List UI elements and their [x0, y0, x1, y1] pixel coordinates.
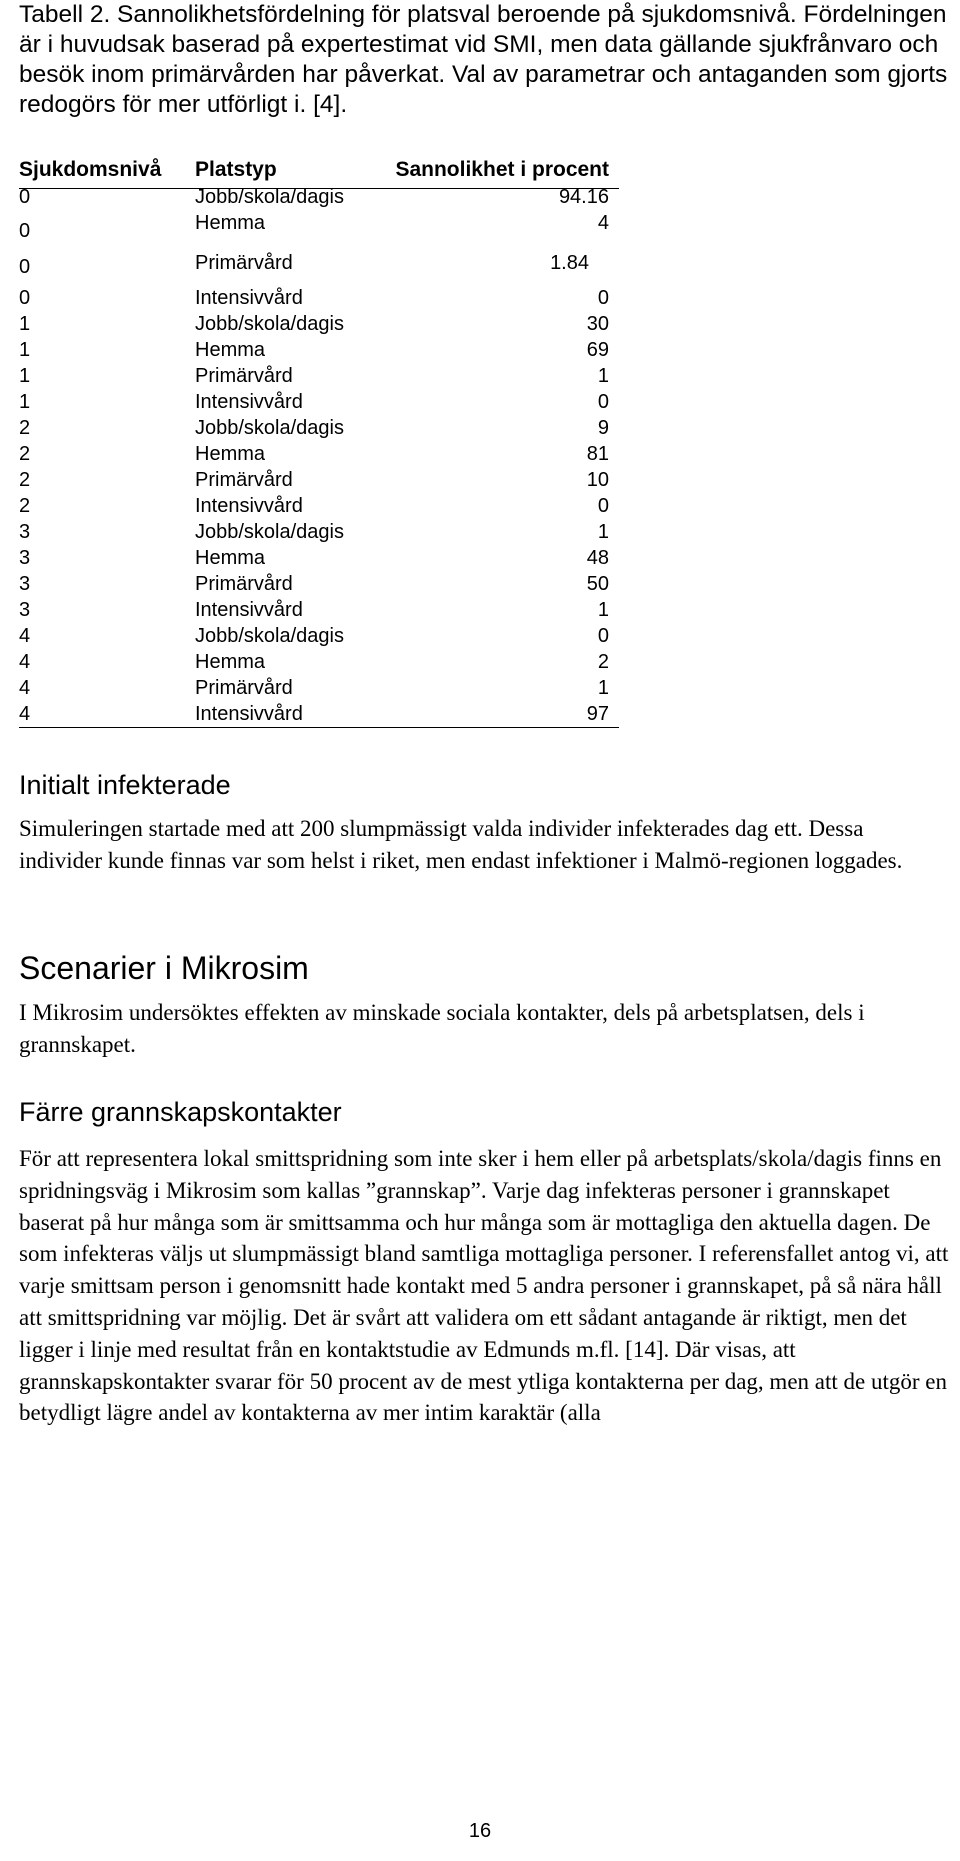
table-row: [19, 252, 619, 282]
cell-probability: 0: [597, 391, 609, 413]
cell-level: 0: [19, 256, 31, 278]
cell-probability: 1: [597, 365, 609, 387]
cell-place: Hemma: [195, 443, 266, 465]
cell-place: Jobb/skola/dagis: [195, 417, 344, 439]
cell-probability: 97: [586, 703, 609, 725]
cell-level: 2: [19, 469, 31, 491]
table-caption: Tabell 2. Sannolikhetsfördelning för platsval beroende på sjukdomsnivå. Fördelningen är i huvudsak baserad på expertestimat vid SMI, men data gällande sjukfrånvaro och besök inom primärvården har påverkat. Val av parametrar och antaganden som gjorts redogörs för mer utförligt i. [4].: [19, 1, 948, 118]
cell-place: Primärvård: [195, 365, 293, 387]
cell-place: Primärvård: [195, 573, 293, 595]
cell-probability: 81: [586, 443, 609, 465]
page-number: 16: [468, 1820, 492, 1842]
cell-probability: 9: [597, 417, 609, 439]
cell-place: Hemma: [195, 212, 266, 234]
cell-place: Jobb/skola/dagis: [195, 186, 344, 208]
cell-place: Hemma: [195, 547, 266, 569]
cell-probability: 69: [586, 339, 609, 361]
cell-probability: 1: [597, 677, 609, 699]
column-header-sjukdomsniva: Sjukdomsnivå: [19, 158, 162, 181]
cell-place: Intensivvård: [195, 495, 303, 517]
cell-level: 3: [19, 521, 31, 543]
cell-place: Intensivvård: [195, 599, 303, 621]
cell-probability: 10: [586, 469, 609, 491]
cell-place: Hemma: [195, 339, 266, 361]
cell-probability: 1: [597, 599, 609, 621]
cell-probability: 1.84: [550, 252, 589, 274]
cell-probability: 2: [597, 651, 609, 673]
cell-level: 3: [19, 599, 31, 621]
paragraph-initialt-infekterade: Simuleringen startade med att 200 slumpmässigt valda individer infekterades dag ett. Dessa individer kunde finnas var som helst i riket, men endast infektioner i Malmö-regionen loggades.: [19, 816, 903, 873]
cell-level: 1: [19, 339, 31, 361]
cell-place: Intensivvård: [195, 703, 303, 725]
cell-place: Jobb/skola/dagis: [195, 521, 344, 543]
cell-place: Jobb/skola/dagis: [195, 313, 344, 335]
cell-probability: 0: [597, 625, 609, 647]
heading-farre-grannskapskontakter: Färre grannskapskontakter: [19, 1097, 342, 1127]
cell-place: Jobb/skola/dagis: [195, 625, 344, 647]
paragraph-scenarier-i-mikrosim: I Mikrosim undersöktes effekten av minskade sociala kontakter, dels på arbetsplatsen, dels i grannskapet.: [19, 1000, 865, 1057]
cell-probability: 94.16: [558, 186, 609, 208]
table-bottom-rule: [19, 727, 619, 728]
cell-probability: 4: [597, 212, 609, 234]
cell-level: 0: [19, 186, 31, 208]
cell-level: 1: [19, 365, 31, 387]
heading-scenarier-i-mikrosim: Scenarier i Mikrosim: [19, 950, 309, 986]
column-header-sannolikhet: Sannolikhet i procent: [395, 158, 609, 181]
cell-level: 4: [19, 625, 31, 647]
table-header: [19, 152, 619, 189]
cell-probability: 0: [597, 495, 609, 517]
cell-level: 4: [19, 703, 31, 725]
cell-level: 4: [19, 677, 31, 699]
cell-level: 3: [19, 547, 31, 569]
cell-place: Intensivvård: [195, 287, 303, 309]
cell-level: 2: [19, 495, 31, 517]
table-row: [19, 703, 619, 733]
cell-place: Primärvård: [195, 252, 293, 274]
cell-probability: 1: [597, 521, 609, 543]
cell-level: 0: [19, 220, 31, 242]
cell-level: 3: [19, 573, 31, 595]
cell-place: Primärvård: [195, 469, 293, 491]
cell-level: 1: [19, 391, 31, 413]
cell-level: 0: [19, 287, 31, 309]
cell-level: 4: [19, 651, 31, 673]
cell-probability: 0: [597, 287, 609, 309]
cell-place: Hemma: [195, 651, 266, 673]
heading-initialt-infekterade: Initialt infekterade: [19, 770, 231, 800]
cell-place: Primärvård: [195, 677, 293, 699]
paragraph-farre-grannskapskontakter: För att representera lokal smittspridning som inte sker i hem eller på arbetsplats/skola/dagis finns en spridningsväg i Mikrosim som kallas ”grannskap”. Varje dag infekteras personer i grannskapet baserat på hur många som är smittsamma och hur många som är mottagliga den aktuella dagen. De som infekteras väljs ut slumpmässigt bland samtliga mottagliga personer. I referensfallet antog vi, att varje smittsam person i genomsnitt hade kontakt med 5 andra personer i grannskapet, på så nära håll att smittspridning var möjlig. Det är svårt att validera om ett sådant antagande är riktigt, men det ligger i linje med resultat från en kontaktstudie av Edmunds m.fl. [14]. Där visas, att grannskapskontakter svarar för 50 procent av de mest ytliga kontakterna per dag, men att de utgör en betydligt lägre andel av kontakterna av mer intim karaktär (alla: [19, 1146, 949, 1426]
cell-probability: 48: [586, 547, 609, 569]
cell-probability: 30: [586, 313, 609, 335]
cell-level: 1: [19, 313, 31, 335]
cell-level: 2: [19, 417, 31, 439]
table-row: [19, 212, 619, 242]
cell-level: 2: [19, 443, 31, 465]
column-header-platstyp: Platstyp: [195, 158, 277, 181]
cell-place: Intensivvård: [195, 391, 303, 413]
cell-probability: 50: [586, 573, 609, 595]
